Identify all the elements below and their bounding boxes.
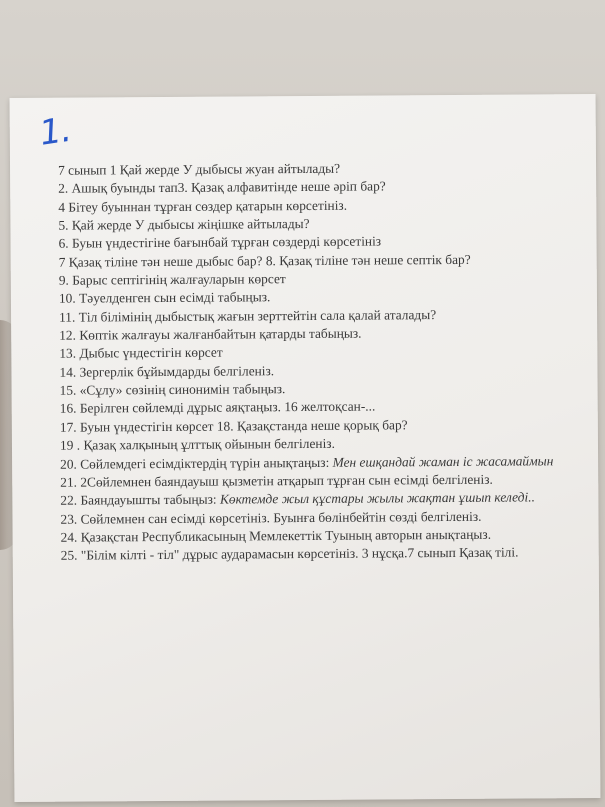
question-line: 10. Тәуелденген сын есімді табыңыз.: [58, 289, 271, 307]
question-line: 15. «Сұлу» сөзінің синонимін табыңыз.: [59, 381, 286, 398]
question-line: 17. Буын үндестігін көрсет 18. Қазақстанда неше қорық бар?: [59, 417, 408, 435]
question-line: 25. "Білім кілті - тіл" дұрыс аударамасын көрсетініз. 3 нұсқа.7 сынып Қазақ тілі.: [60, 544, 519, 563]
question-line: 7 сынып 1 Қай жерде У дыбысы жуан айтылады?: [58, 160, 341, 178]
handwritten-variant-number: 1.: [37, 109, 73, 154]
question-line: 2. Ашық буынды тап3. Қазақ алфавитінде неше әріп бар?: [58, 178, 386, 197]
question-line: 4 Бітеу буыннан тұрған сөздер қатарын көрсетініз.: [58, 197, 348, 215]
question-22-example: Көктемде жыл құстары жылы жақтан ұшып келеді..: [219, 489, 535, 507]
question-line-22: [60, 488, 590, 510]
question-line-20: [60, 452, 590, 474]
question-20-text: 20. Сөйлемдегі есімдіктердің түрін анықтаңыз:: [60, 454, 333, 472]
question-line: 13. Дыбыс үндестігін көрсет: [59, 345, 223, 362]
question-line: 19 . Қазақ халқының ұлттық ойынын белгіленіз.: [59, 435, 335, 453]
question-22-text: 22. Баяндауышты табыңыз:: [60, 491, 221, 508]
question-20-example: Мен ешқандай жаман іс жасамаймын: [332, 452, 554, 470]
paper-sheet: [10, 94, 601, 802]
question-line: 24. Қазақстан Республикасының Мемлекеттік Туының авторын анықтаңыз.: [60, 526, 492, 545]
question-line: 23. Сөйлемнен сан есімді көрсетініз. Буынға бөлінбейтін сөзді белгіленіз.: [60, 508, 482, 527]
question-list: [58, 158, 591, 565]
question-line: 11. Тіл білімінің дыбыстық жағын зерттейтін сала қалай аталады?: [59, 306, 437, 325]
question-line: 6. Буын үндестігіне бағынбай тұрған сөздерді көрсетініз: [58, 233, 382, 252]
question-line: 9. Барыс септігінің жалғауларын көрсет: [58, 271, 286, 288]
question-line: 7 Қазақ тіліне тән неше дыбыс бар? 8. Қазақ тіліне тән неше септік бар?: [58, 251, 471, 270]
question-line: 5. Қай жерде У дыбысы жіңішке айтылады?: [58, 215, 310, 233]
question-line: 16. Берілген сөйлемді дұрыс аяқтаңыз. 16 желтоқсан-...: [59, 398, 376, 417]
question-line: 14. Зергерлік бұйымдарды белгіленіз.: [59, 362, 275, 380]
question-line: 12. Көптік жалғауы жалғанбайтын қатарды табыңыз.: [59, 325, 362, 343]
question-line: 21. 2Сөйлемнен баяндауыш қызметін атқарып тұрған сын есімді белгіленіз.: [60, 471, 493, 490]
